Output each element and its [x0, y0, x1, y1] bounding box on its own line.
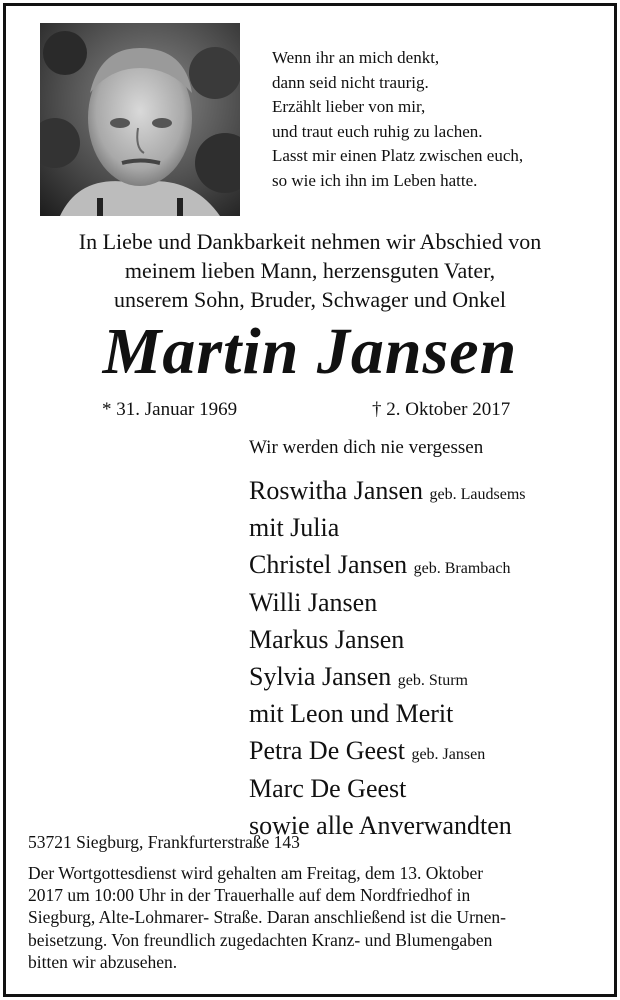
mourner-name: Christel Jansen: [249, 550, 408, 580]
mourner: [249, 695, 526, 732]
mourner-name: mit Julia: [249, 513, 340, 543]
mourner: [249, 546, 526, 583]
deceased-name: Martin Jansen: [102, 315, 518, 388]
mourner-name: mit Leon und Merit: [249, 699, 454, 729]
poem-line: Erzählt lieber von mir,: [272, 97, 426, 117]
mourner: [249, 472, 526, 509]
mourner-name: Roswitha Jansen: [249, 476, 424, 505]
mourner-name: Marc De Geest: [249, 773, 407, 803]
notice-line: beisetzung. Von freundlich zugedachten Kranz- und Blumengaben: [28, 929, 493, 950]
mourner-name: Markus Jansen: [249, 624, 405, 654]
mourner-name: sowie alle Anverwandten: [249, 810, 512, 840]
mourner: [249, 770, 526, 807]
notice-line: Der Wortgottesdienst wird gehalten am Freitag, dem 13. Oktober: [28, 863, 484, 883]
maiden-name: geb. Laudsems: [429, 486, 526, 503]
notice-line: 2017 um 10:00 Uhr in der Trauerhalle auf dem Nordfriedhof in: [28, 885, 471, 906]
mourner-name: Willi Jansen: [249, 587, 378, 617]
mourner: [249, 584, 526, 621]
notice-line: Siegburg, Alte-Lohmarer- Straße. Daran anschließend ist die Urnen-: [28, 907, 506, 928]
maiden-name: geb. Brambach: [413, 560, 511, 578]
farewell-intro: [0, 227, 620, 314]
birth-date: * 31. Januar 1969: [102, 399, 238, 420]
poem-line: und traut euch ruhig zu lachen.: [272, 121, 483, 141]
family-address: 53721 Siegburg, Frankfurterstraße 143: [28, 832, 300, 852]
poem-line: dann seid nicht traurig.: [272, 72, 429, 92]
mourners-list: [249, 472, 526, 844]
service-notice: [28, 862, 608, 973]
mourner: [249, 732, 526, 769]
poem: [272, 46, 602, 194]
notice-line: bitten wir abzusehen.: [28, 951, 178, 972]
portrait-photo: [40, 23, 240, 216]
poem-line: so wie ich ihn im Leben hatte.: [272, 170, 478, 190]
death-date: † 2. Oktober 2017: [372, 399, 511, 420]
mourner: [249, 509, 526, 546]
mourner-name: Petra De Geest: [249, 736, 405, 766]
mourner: [249, 658, 526, 695]
farewell-line: Wir werden dich nie vergessen: [249, 437, 484, 458]
poem-line: Wenn ihr an mich denkt,: [272, 48, 440, 67]
intro-line: In Liebe und Dankbarkeit nehmen wir Abschied von: [78, 229, 542, 254]
poem-line: Lasst mir einen Platz zwischen euch,: [272, 146, 524, 166]
maiden-name: geb. Jansen: [411, 746, 486, 764]
intro-line: unserem Sohn, Bruder, Schwager und Onkel: [114, 287, 506, 312]
mourner: [249, 621, 526, 658]
mourner-name: Sylvia Jansen: [249, 661, 392, 691]
maiden-name: geb. Sturm: [397, 671, 468, 689]
intro-line: meinem lieben Mann, herzensguten Vater,: [124, 258, 496, 283]
